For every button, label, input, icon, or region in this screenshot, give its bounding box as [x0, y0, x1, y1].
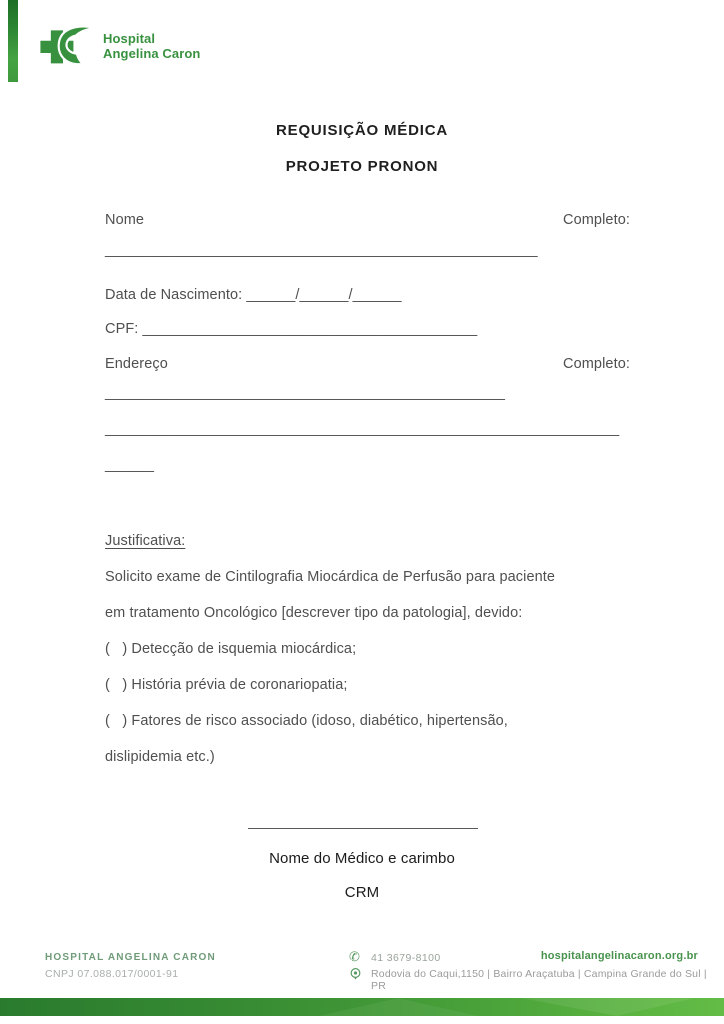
- option-coronariopatia: ( ) História prévia de coronariopatia;: [105, 677, 348, 693]
- accent-bar-top: [8, 0, 18, 82]
- justificativa-heading: Justificativa:: [105, 533, 186, 549]
- footer-hospital-name: HOSPITAL ANGELINA CARON: [45, 952, 216, 963]
- hospital-logo-text: [103, 31, 200, 61]
- justificativa-text-line2: em tratamento Oncológico [descrever tipo da patologia], devido:: [105, 605, 523, 621]
- signature-line: [248, 828, 478, 829]
- footer-address: Rodovia do Caqui,1150 | Bairro Araçatuba | Campina Grande do Sul | PR: [371, 968, 707, 992]
- location-pin-icon: [349, 967, 362, 980]
- endereco-blank-line-2: _______________________________________________________________: [105, 421, 620, 437]
- endereco-completo-label: Completo:: [563, 356, 630, 372]
- footer-cnpj: CNPJ 07.088.017/0001-91: [45, 968, 179, 980]
- footer-website: hospitalangelinacaron.org.br: [540, 950, 698, 962]
- nome-label: Nome: [105, 212, 145, 228]
- accent-bar-bottom: [0, 998, 724, 1016]
- justificativa-text-line1: Solicito exame de Cintilografia Miocárdica de Perfusão para paciente: [105, 569, 556, 585]
- crm-label: CRM: [344, 884, 380, 901]
- cpf-field: CPF: _________________________________________: [105, 321, 478, 337]
- phone-icon: ✆: [349, 949, 360, 964]
- document-subtitle: PROJETO PRONON: [285, 158, 439, 175]
- endereco-blank-line-1: _________________________________________________: [105, 385, 506, 401]
- bar-facet: [319, 998, 478, 1016]
- logo-name-line2: Angelina Caron: [103, 46, 201, 61]
- data-nascimento-field: Data de Nascimento: ______/______/______: [105, 287, 402, 303]
- bar-facet: [521, 998, 695, 1016]
- hospital-logo-icon: [30, 24, 96, 68]
- option-fatores-risco: ( ) Fatores de risco associado (idoso, diabético, hipertensão,: [105, 713, 508, 729]
- endereco-label: Endereço: [105, 356, 168, 372]
- document-title: REQUISIÇÃO MÉDICA: [276, 122, 448, 139]
- option-fatores-risco-cont: dislipidemia etc.): [105, 749, 215, 765]
- endereco-blank-line-3: ______: [105, 457, 154, 473]
- nome-completo-label: Completo:: [563, 212, 630, 228]
- logo-name-line1: Hospital: [103, 31, 156, 46]
- footer-phone-number: 41 3679-8100: [371, 952, 441, 964]
- nome-blank-line: _____________________________________________________: [105, 242, 538, 258]
- option-isquemia: ( ) Detecção de isquemia miocárdica;: [105, 641, 357, 657]
- doctor-name-label: Nome do Médico e carimbo: [269, 850, 455, 867]
- nome-row: [105, 212, 630, 228]
- endereco-row: [105, 356, 630, 372]
